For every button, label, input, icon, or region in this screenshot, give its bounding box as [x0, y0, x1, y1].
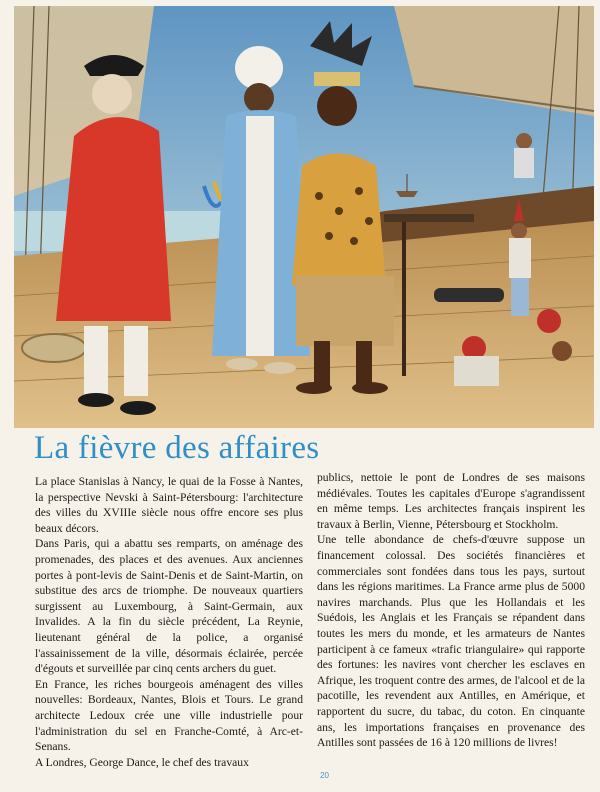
page-title: La fièvre des affaires	[34, 430, 320, 466]
illustration	[14, 6, 594, 428]
paragraph: Une telle abondance de chefs-d'œuvre suppose un financement colossal. Des sociétés financières et commerciales sont fondées dans tous les pays, surtout dans les régions maritimes. La France arme plus de 5000 navires marchands. Plus que les Hollandais et les Suédois, les Anglais et les Français se répandent dans toutes les mers du monde, et les armateurs de Nantes participent à ce fameux «trafic triangulaire» qui rapporte des fortunes: les navires vont chercher les esclaves en Afrique, les troquent contre des armes, de l'alcool et de la pacotille, les revendent aux Antilles, en Amérique, et rapportent du sucre, du tabac, du coton. En cinquante ans, les importations françaises en provenance des Antilles sont passées de 16 à 120 millions de livres!	[317, 533, 585, 750]
paragraph: En France, les riches bourgeois aménagent des villes nouvelles: Bordeaux, Nantes, Blois et Tours. Le grand architecte Ledoux crée une ville industrielle pour l'administration du sel en Franche-Comté, à Arc-et-Senans.	[35, 677, 303, 754]
paragraph: A Londres, George Dance, le chef des travaux	[35, 755, 249, 769]
paragraph: La place Stanislas à Nancy, le quai de la Fosse à Nantes, la perspective Nevski à Saint-Pétersbourg: l'architecture des villes du XVIIIe siècle nous offre encore ses plus beaux décors.	[35, 475, 303, 535]
left-column	[35, 474, 303, 770]
paragraph: publics, nettoie le pont de Londres de ses maisons médiévales. Toutes les capitales d'Europe s'agrandissent en même temps. Les architectes français inspirent les travaux à Berlin, Vienne, Pétersbourg et Stockholm.	[317, 471, 585, 531]
paragraph: Dans Paris, qui a abattu ses remparts, on aménage des promenades, des places et des avenues. Aux anciennes portes à pont-levis de Saint-Denis et de Saint-Martin, on substitue des arcs de triomphe. De nouveaux quartiers surgissent au Luxembourg, à Saint-Germain, aux Invalides. A la fin du siècle précédent, La Reynie, lieutenant général de la police, a organisé l'assainissement de la ville, désormais éclairée, percée d'égouts et surveillée par cinq cents archers du guet.	[35, 537, 303, 676]
page-number: 20	[320, 771, 329, 780]
ship-deck-scene	[14, 6, 594, 428]
right-column	[317, 470, 585, 751]
